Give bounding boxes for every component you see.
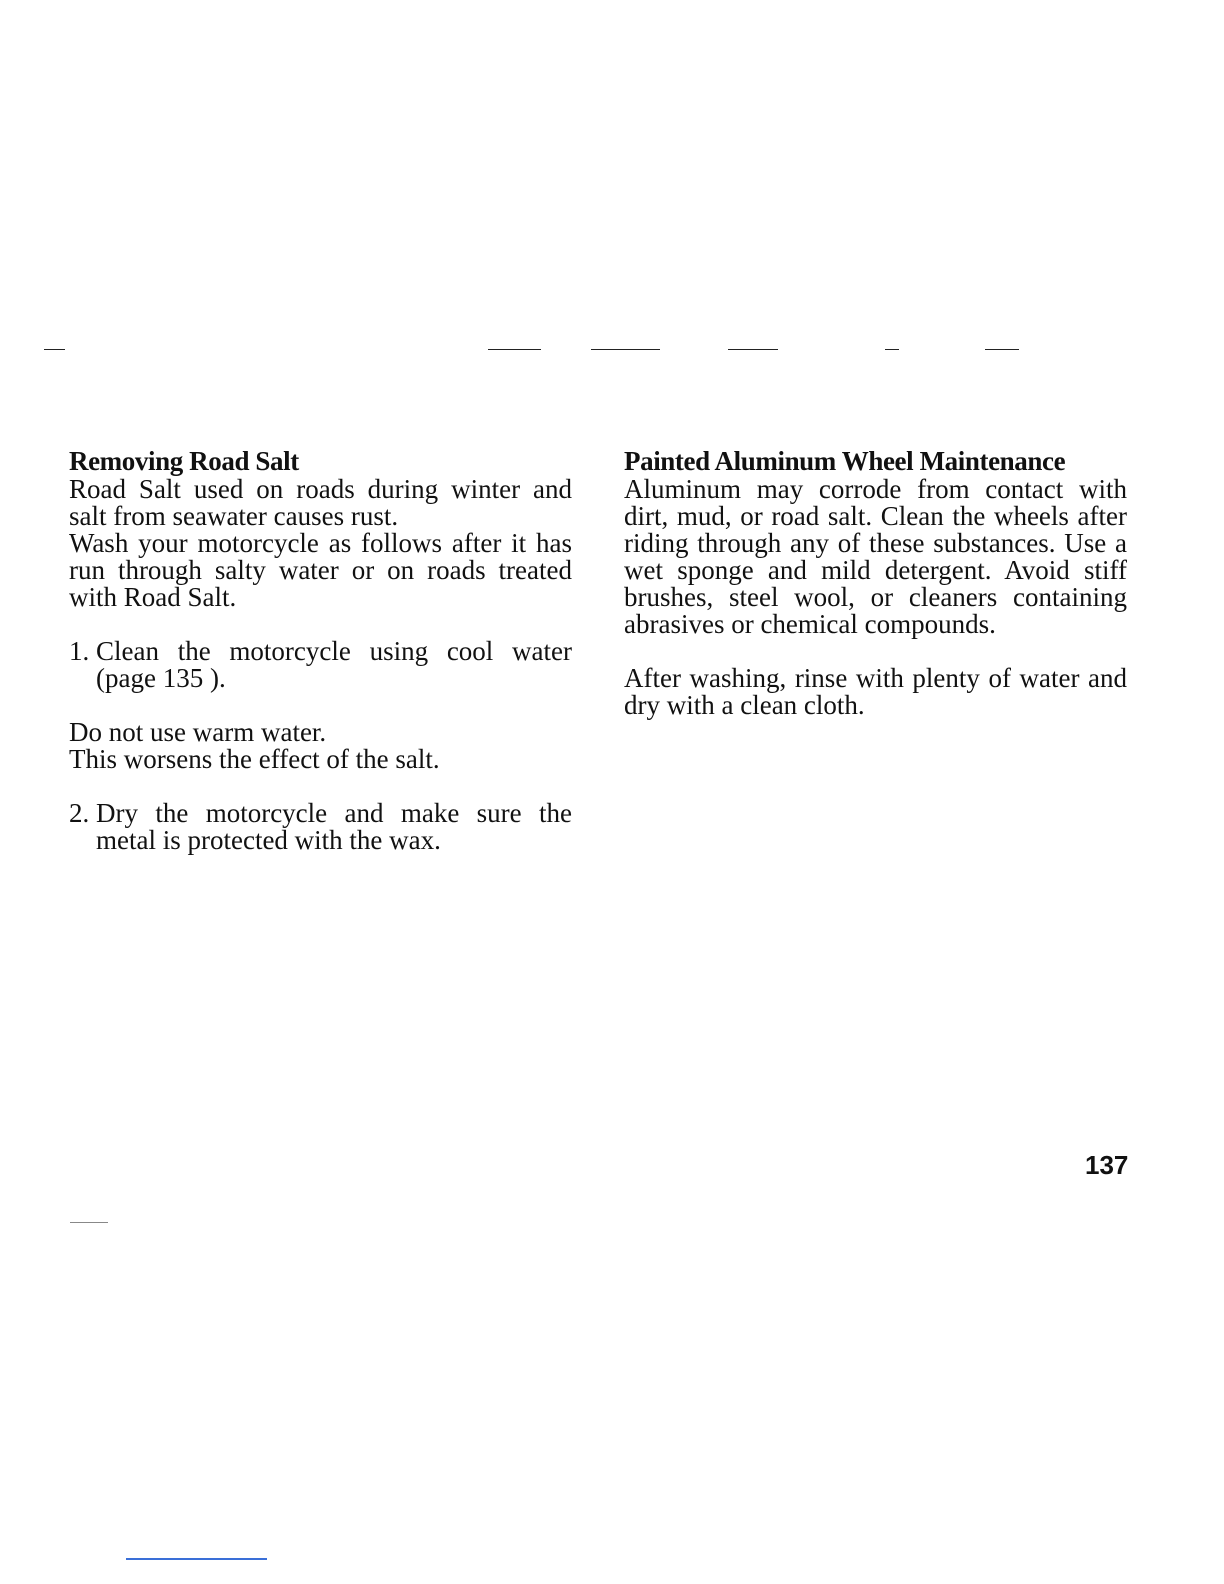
wheel-rinse-instructions: After washing, rinse with plenty of water and dry with a clean cloth. [624, 663, 1127, 720]
top-rule-2 [488, 349, 541, 350]
step-number: 1. [69, 636, 90, 666]
step-number: 2. [69, 798, 90, 828]
top-rule-6 [985, 349, 1019, 350]
road-salt-intro: Road Salt used on roads during winter and salt from seawater causes rust. [69, 474, 572, 531]
top-rule-5 [885, 349, 899, 350]
section-heading-road-salt: Removing Road Salt [69, 446, 299, 476]
salt-effect-note: This worsens the effect of the salt. [69, 744, 440, 774]
step-1 [69, 638, 572, 692]
top-rule-3 [591, 349, 660, 350]
page-number: 137 [1085, 1150, 1129, 1180]
warm-water-note: Do not use warm water. [69, 717, 327, 747]
left-column [69, 446, 572, 854]
step-2 [69, 800, 572, 854]
step-text: Dry the motorcycle and make sure the metal is protected with the wax. [96, 798, 572, 855]
road-salt-wash-instructions: Wash your motorcycle as follows after it has run through salty water or on roads treated with Road Salt. [69, 528, 572, 612]
step-text: Clean the motorcycle using cool water (page 135 ). [96, 636, 572, 693]
bottom-blue-rule [126, 1558, 267, 1560]
section-heading-wheel-maintenance: Painted Aluminum Wheel Maintenance [624, 446, 1066, 476]
bottom-left-rule [70, 1222, 108, 1223]
right-column [624, 446, 1127, 719]
wheel-maintenance-body: Aluminum may corrode from contact with dirt, mud, or road salt. Clean the wheels after riding through any of these substances. Use a wet sponge and mild detergent. Avoid stiff brushes, steel wool, or cleaners containing abrasives or chemical compounds. [624, 474, 1127, 639]
top-rule-1 [44, 349, 65, 350]
top-rule-4 [728, 349, 778, 350]
